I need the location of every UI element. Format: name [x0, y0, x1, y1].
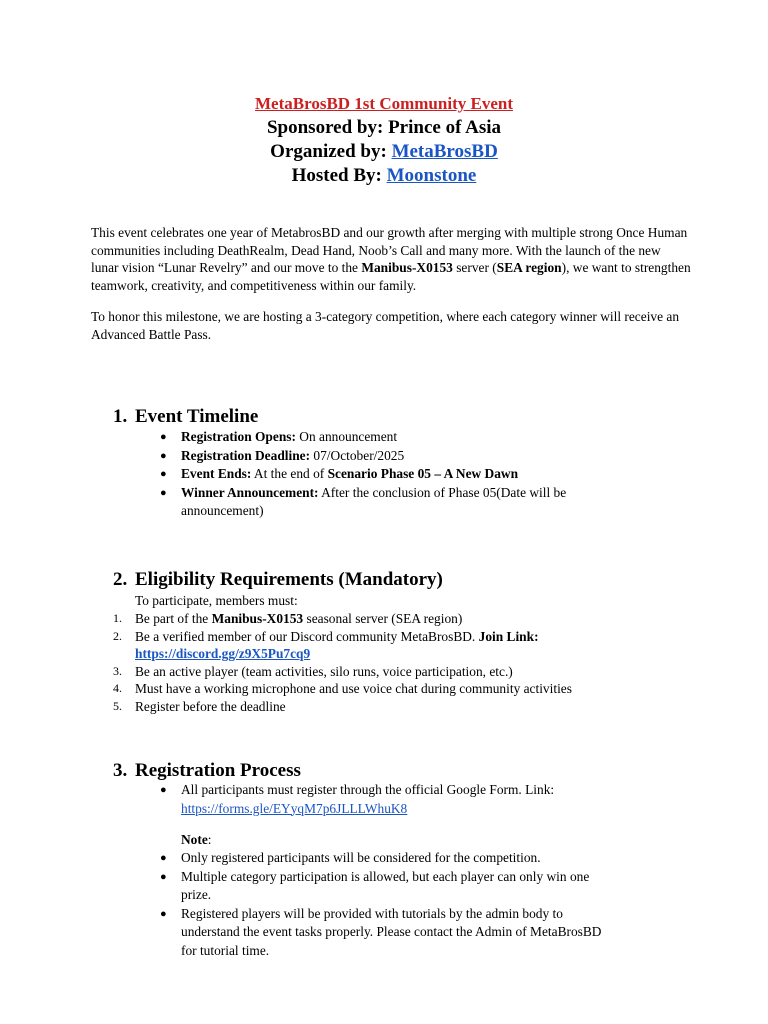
section-title-timeline [113, 405, 258, 429]
document-header [0, 92, 768, 188]
item-text: Be a verified member of our Discord community MetaBrosBD. [135, 628, 479, 644]
list-item [160, 849, 620, 868]
item-number: 1. [113, 611, 122, 625]
region-name: SEA region [496, 260, 562, 275]
item-bold-text: Scenario Phase 05 – A New Dawn [327, 466, 519, 481]
item-text: After the conclusion of Phase 05(Date will be announcement) [181, 484, 567, 518]
google-form-link[interactable]: https://forms.gle/EYyqM7p6JLLLWhuK8 [181, 800, 408, 816]
organized-label: Organized by: [270, 141, 392, 162]
hosted-line [0, 164, 768, 188]
bullet-icon: ● [160, 784, 167, 796]
list-item [113, 698, 633, 716]
bullet-icon: ● [160, 907, 167, 920]
item-text: Be an active player (team activities, silo runs, voice participation, etc.) [135, 663, 513, 679]
sponsored-line: Sponsored by: Prince of Asia [266, 117, 501, 138]
intro-text: server ( [452, 260, 497, 275]
item-text: seasonal server (SEA region) [303, 611, 463, 626]
note-colon: : [207, 832, 212, 847]
event-title: MetaBrosBD 1st Community Event [255, 94, 513, 113]
organized-line [0, 140, 768, 164]
item-number: 2. [113, 628, 122, 643]
item-label: Event Ends: [181, 466, 252, 481]
list-item [160, 447, 620, 466]
list-item [160, 781, 620, 818]
item-number: 4. [113, 681, 122, 695]
bullet-icon: ● [160, 852, 167, 864]
bullet-icon: ● [160, 468, 167, 480]
item-number: 5. [113, 698, 122, 713]
server-name: Manibus-X0153 [361, 260, 453, 275]
section-title-registration [113, 759, 301, 783]
discord-link[interactable]: https://discord.gg/z9X5Pu7cq9 [135, 646, 311, 661]
section-title-eligibility [113, 568, 443, 592]
list-item [113, 680, 633, 698]
bullet-icon: ● [160, 486, 167, 499]
item-text: 07/October/2025 [310, 447, 405, 463]
bullet-icon: ● [160, 449, 167, 462]
intro-text: This event celebrates one year of MetabrosBD and our growth after merging with multiple strong Once Human communities including DeathRealm, Dead Hand, Noob’s Call and many more. With the launch of the new lunar vision “Lunar Revelry” and our move to the [91, 225, 688, 275]
list-item [113, 663, 633, 681]
list-item [113, 610, 633, 628]
item-label: Registration Deadline: [181, 447, 311, 463]
list-item [160, 465, 620, 484]
note-label: Note [181, 832, 208, 847]
list-item [160, 905, 620, 961]
registration-list [160, 781, 620, 818]
list-item [160, 428, 620, 447]
item-text: Only registered participants will be considered for the competition. [181, 850, 541, 865]
notes-list [160, 849, 620, 960]
item-text: Must have a working microphone and use voice chat during community activities [135, 681, 572, 696]
intro-paragraph [91, 224, 691, 294]
eligibility-list [113, 610, 633, 715]
organizer-link[interactable]: MetaBrosBD [391, 141, 498, 162]
note-heading [181, 831, 212, 849]
list-item [160, 868, 620, 905]
list-item [160, 484, 620, 521]
hosted-label: Hosted By: [291, 165, 387, 186]
timeline-list [160, 428, 620, 521]
intro-text: ), we want to strengthen teamwork, creativity, and competitiveness within our family. [91, 260, 691, 293]
section-title-text: Eligibility Requirements (Mandatory) [135, 569, 443, 590]
item-text: At the end of [251, 466, 328, 481]
item-text: All participants must register through the official Google Form. Link: [181, 782, 555, 797]
item-label: Registration Opens: [181, 429, 296, 444]
item-number: 3. [113, 663, 122, 678]
item-bold-text: Join Link: [478, 628, 539, 644]
bullet-icon: ● [160, 431, 167, 443]
list-item [113, 628, 633, 663]
section-number: 2. [113, 569, 128, 590]
section-title-text: Registration Process [135, 760, 301, 781]
item-text: Registered players will be provided with tutorials by the admin body to understand the event tasks properly. Please contact the Admin of MetaBrosBD for tutorial time. [181, 905, 602, 958]
eligibility-lead: To participate, members must: [135, 593, 298, 608]
host-link[interactable]: Moonstone [386, 165, 477, 186]
item-label: Winner Announcement: [181, 484, 319, 500]
bullet-icon: ● [160, 870, 167, 883]
item-text: Be part of the [135, 611, 212, 626]
item-bold-text: Manibus-X0153 [211, 611, 304, 626]
item-text: Register before the deadline [135, 698, 286, 714]
item-text: On announcement [295, 429, 398, 444]
item-text: Multiple category participation is allowed, but each player can only win one prize. [181, 868, 590, 902]
section-title-text: Event Timeline [135, 406, 259, 427]
milestone-paragraph: To honor this milestone, we are hosting a 3-category competition, where each category winner will receive an Advanced Battle Pass. [91, 309, 680, 342]
section-number: 3. [113, 760, 128, 781]
section-number: 1. [113, 406, 128, 427]
